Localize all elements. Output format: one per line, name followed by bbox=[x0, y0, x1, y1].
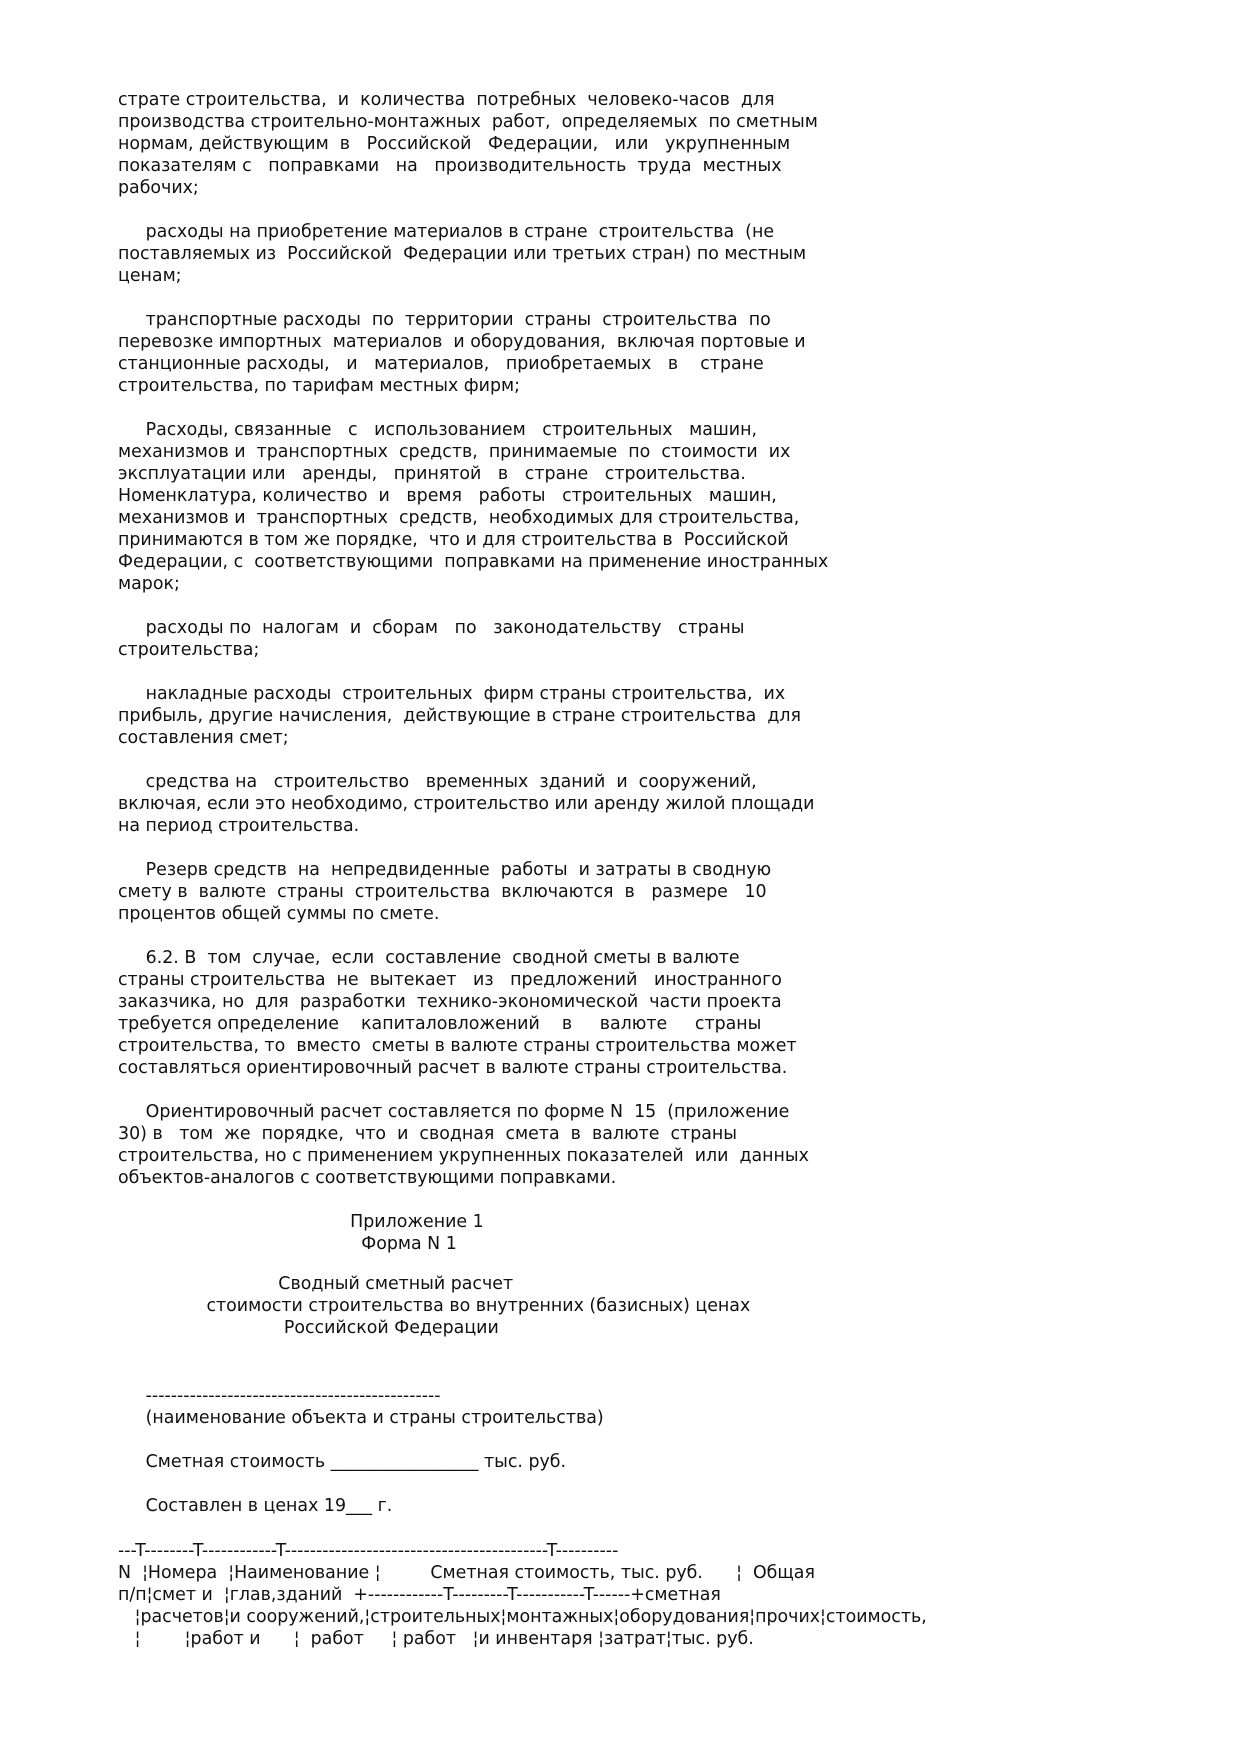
body-text: страте строительства, и количества потребных человеко-часов для производства строительно-монтажных работ, определяемых по сметным нормам, действующим в Российской Федерации, или укрупненным показателям с поправками на производительность труда местных рабочих; расходы на приобретение материалов в стране строительства (не поставляемых из Российской Федерации или третьих стран) по местным ценам; транспортные расходы по территории страны строительства по перевозке импортных материалов и оборудования, включая портовые и станционные расходы, и материалов, приобретаемых в стране строительства, по тарифам местных фирм; Расходы, связанные с использованием строительных машин, механизмов и транспортных средств, принимаемые по стоимости их эксплуатации или аренды, принятой в стране строительства. Номенклатура, количество и время работы строительных машин, механизмов и транспортных средств, необходимых для строительства, принимаются в том же порядке, что и для строительства в Российской Федерации, с соответствующими поправками на применение иностранных марок; расходы по налогам и сборам по законодательству страны строительства; накладные расходы строительных фирм страны строительства, их прибыль, другие начисления, действующие в стране строительства для составления смет; средства на строительство временных зданий и сооружений, включая, если это необходимо, строительство или аренду жилой площади на период строительства. Резерв средств на непредвиденные работы и затраты в сводную смету в валюте страны строительства включаются в размере 10 процентов общей суммы по смете. 6.2. В том случае, если составление сводной сметы в валюте страны строительства не вытекает из предложений иностранного заказчика, но для разработки технико-экономической части проекта требуется определение капиталовложений в валюте страны строительства, то вместо сметы в валюте страны строительства может составляться ориентировочный расчет в валюте страны строительства. Ориентировочный расчет составляется по форме N 15 (приложение 30) в том же порядке, что и сводная смета в валюте страны строительства, но с применением укрупненных показателей или данных объектов-аналогов с соответствующими поправками. bbox=[118, 90, 829, 1188]
object-fields: ----------------------------------------------- (наименование объекта и страны строительства) Сметная стоимость _________________ тыс. руб. Составлен в ценах 19___ г. bbox=[145, 1386, 604, 1516]
form-title: Сводный сметный расчет стоимости строительства во внутренних (базисных) ценах Российской Федерации bbox=[206, 1274, 751, 1338]
table-header: ---T--------T------------T------------------------------------------T---------- N ¦Номера ¦Наименование ¦ Сметная стоимость, тыс. руб. ¦ Общая п/п¦смет и ¦глав,зданий +------------T---------T-----------T------+сметная ¦расчетов¦и сооружений,¦строительных¦монтажных¦оборудования¦прочих¦стоимость, ¦ ¦работ и ¦ работ ¦ работ ¦и инвентаря ¦затрат¦тыс. руб. bbox=[118, 1541, 927, 1649]
appendix-heading: Приложение 1 Форма N 1 bbox=[350, 1212, 484, 1254]
